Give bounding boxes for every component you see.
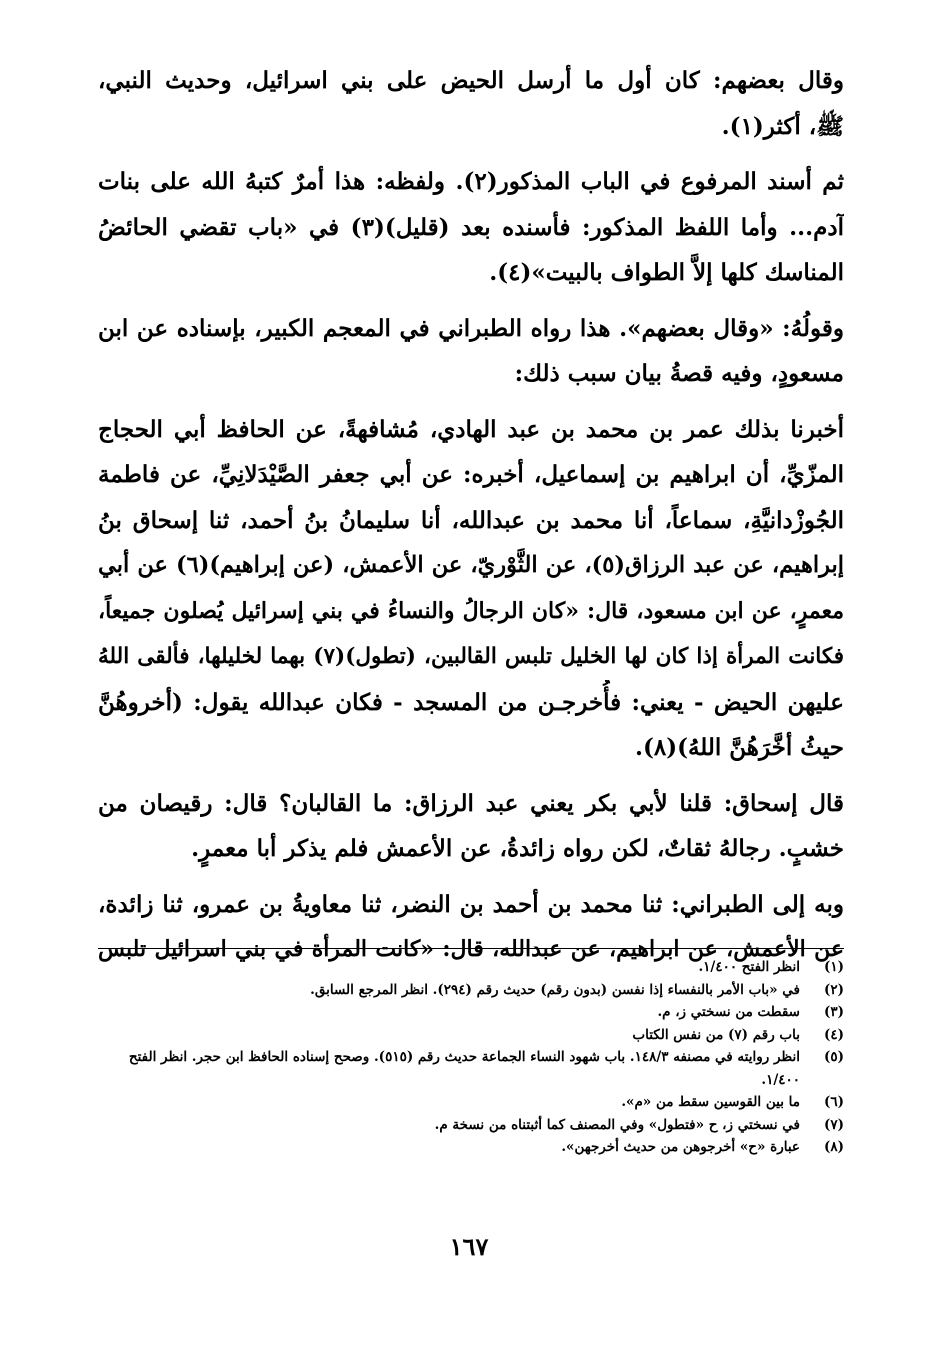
footnote-item [98, 1046, 844, 1091]
text-line: قال إسحاق: قلنا لأبي بكر يعني عبد الرزاق: ما القالبان؟ قال: رقيصان من [98, 789, 844, 817]
footnote-text: باب رقم (٧) من نفس الكتاب [632, 1026, 800, 1043]
footnote-item [98, 1136, 844, 1159]
paragraph-3 [98, 306, 844, 397]
text-line: ﷺ، أكثر(١). [721, 112, 844, 140]
footnote-text: في نسختي ز، ح «فتطول» وفي المصنف كما أثبتناه من نسخة م. [434, 1116, 800, 1133]
footnote-number: (٢) [823, 981, 844, 998]
paragraph-5 [98, 781, 844, 872]
paragraph-4 [98, 407, 844, 771]
text-line: وبه إلى الطبراني: ثنا محمد بن أحمد بن النضر، ثنا معاويةُ بن عمرو، ثنا زائدة، [98, 890, 844, 918]
footnote-divider [98, 948, 844, 949]
footnote-item [98, 1001, 844, 1024]
footnote-number: (١) [823, 959, 844, 975]
footnote-text: في «باب الأمر بالنفساء إذا نفسن (بدون رقم) حديث رقم (٢٩٤). انظر المرجع السابق. [310, 981, 800, 998]
text-line: فكانت المرأة إذا كان لها الخليل تلبس القالبين، (تطول)(٧) بهما لخليلها، فألقى اللهُ [98, 644, 844, 669]
footnote-item [98, 1091, 844, 1114]
text-line: وقولُهُ: «وقال بعضهم». هذا رواه الطبراني في المعجم الكبير، بإسناده عن ابن [98, 314, 844, 342]
footnote-item [98, 979, 844, 1002]
footnote-item [98, 1114, 844, 1137]
footnote-number: (٦) [823, 1094, 844, 1110]
footnote-text: انظر الفتح ١/٤٠٠. [698, 959, 800, 975]
text-line: المزّيِّ، أن ابراهيم بن إسماعيل، أخبره: عن أبي جعفر الصَّيْدَلانِيِّ، عن فاطمة [98, 461, 844, 488]
text-line: حيثُ أخَّرَهُنَّ اللهُ)(٨). [634, 734, 844, 761]
footnote-text: عبارة «ح» أخرجوهن من حديث أخرجهن». [561, 1139, 800, 1155]
text-line: وقال بعضهم: كان أول ما أرسل الحيض على بني اسرائيل، وحديث النبي، [98, 67, 844, 94]
footnote-number: (٧) [823, 1116, 844, 1133]
footnote-item [98, 956, 844, 979]
footnote-text: انظر روايته في مصنفه ١٤٨/٣. باب شهود النساء الجماعة حديث رقم (٥١٥). وصحح إسناده الحافظ ابن حجر. انظر الفتح ١/٤٠٠. [128, 1049, 800, 1088]
text-line: معمرٍ، عن ابن مسعود، قال: «كان الرجالُ والنساءُ في بني إسرائيل يُصلون جميعاً، [98, 597, 844, 624]
paragraph-1 [98, 58, 844, 149]
footnotes [98, 956, 844, 1159]
paragraph-2 [98, 159, 844, 296]
footnote-text: ما بين القوسين سقط من «م». [621, 1094, 800, 1110]
text-line: آدم... وأما اللفظ المذكور: فأسنده بعد (قليل)(٣) في «باب تقضي الحائضُ [98, 213, 844, 241]
footnote-number: (٤) [823, 1026, 844, 1043]
text-line: عن الأعمش، عن ابراهيم، عن عبدالله، قال: «كانت المرأة في بني اسرائيل تلبس [98, 936, 844, 962]
page-number: ١٦٧ [449, 1232, 489, 1261]
page-body [98, 58, 844, 1155]
text-line: ثم أسند المرفوع في الباب المذكور(٢). ولفظه: هذا أمرٌ كتبهُ الله على بنات [98, 168, 844, 195]
footnote-number: (٨) [823, 1139, 844, 1155]
text-line: إبراهيم، عن عبد الرزاق(٥)، عن الثَّوْريّ، عن الأعمش، (عن إبراهيم)(٦) عن أبي [98, 552, 844, 578]
text-line: مسعودٍ، وفيه قصةُ بيان سبب ذلك: [514, 360, 844, 387]
footnote-number: (٣) [823, 1004, 844, 1020]
text-line: خشبٍ. رجالهُ ثقاتٌ، لكن رواه زائدةُ، عن الأعمش فلم يذكر أبا معمرٍ. [191, 835, 844, 862]
footnote-text: سقطت من نسختي ز، م. [657, 1004, 800, 1020]
footnote-item [98, 1024, 844, 1047]
text-line: أخبرنا بذلك عمر بن محمد بن عبد الهادي، مُشافهةً، عن الحافظ أبي الحجاج [98, 415, 844, 443]
text-line: الجُوزْدانيَّةِ، سماعاً، أنا محمد بن عبدالله، أنا سليمانُ بنُ أحمد، ثنا إسحاق بنُ [98, 506, 844, 534]
footnote-number: (٥) [823, 1049, 844, 1065]
text-line: المناسك كلها إلاَّ الطواف بالبيت»(٤). [489, 259, 844, 286]
text-line: عليهن الحيض - يعني: فأُخرجـن من المسجد - فكان عبدالله يقول: (أخروهُنَّ [98, 688, 844, 716]
